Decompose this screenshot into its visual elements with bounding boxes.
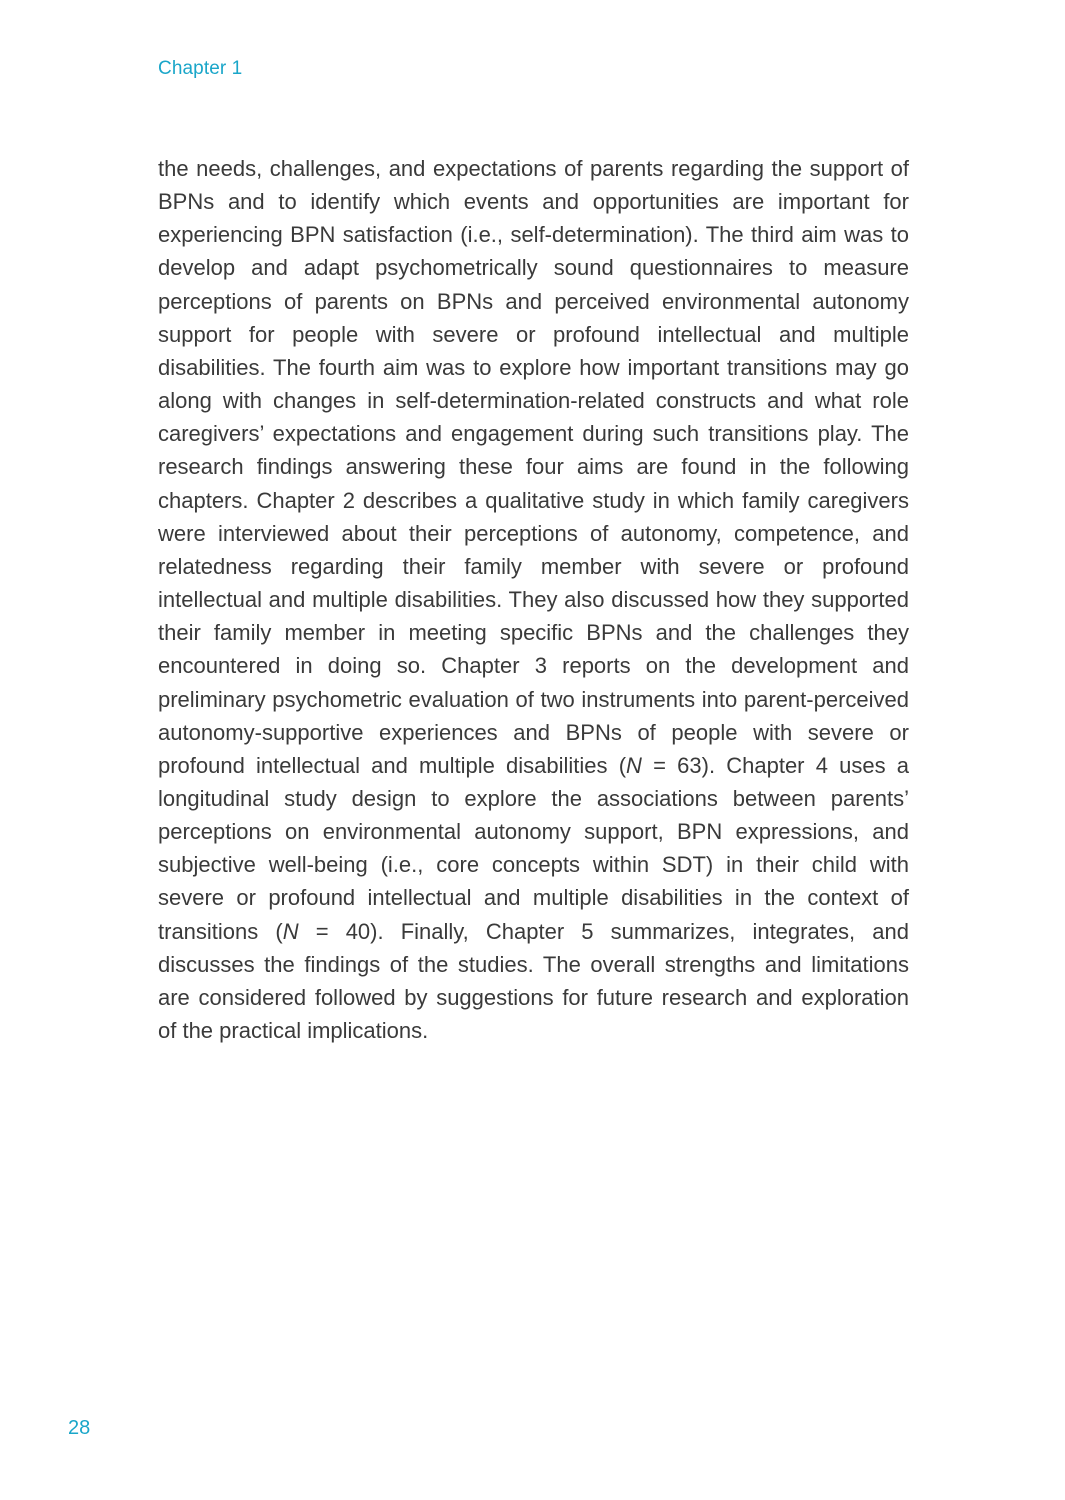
paragraph-text-part-3: = 40). Finally, Chapter 5 summarizes, integrates, and discusses the findings of the studies. The overall strengths and limitations are considered followed by suggestions for future research and exploration of the practical implications.	[158, 918, 909, 1044]
body-paragraph	[158, 152, 909, 1047]
sample-size-symbol: N	[282, 918, 299, 944]
paragraph-text-part-2: = 63). Chapter 4 uses a longitudinal study design to explore the associations between parents’ perceptions on environmental autonomy support, BPN expressions, and subjective well-being (i.e., core concepts within SDT) in their child with severe or profound intellectual and multiple disabilities in the context of transitions (	[158, 752, 909, 944]
running-head-chapter: Chapter 1	[158, 58, 243, 79]
page-number: 28	[68, 1417, 91, 1439]
paragraph-text-part-1: the needs, challenges, and expectations of parents regarding the support of BPNs and to identify which events and opportunities are important for experiencing BPN satisfaction (i.e., self-determination). The third aim was to develop and adapt psychometrically sound questionnaires to measure perceptions of parents on BPNs and perceived environmental autonomy support for people with severe or profound intellectual and multiple disabilities. The fourth aim was to explore how important transitions may go along with changes in self-determination-related constructs and what role caregivers’ expectations and engagement during such transitions play. The research findings answering these four aims are found in the following chapters. Chapter 2 describes a qualitative study in which family caregivers were interviewed about their perceptions of autonomy, competence, and relatedness regarding their family member with severe or profound intellectual and multiple disabilities. They also discussed how they supported their family member in meeting specific BPNs and the challenges they encountered in doing so. Chapter 3 reports on the development and preliminary psychometric evaluation of two instruments into parent-perceived autonomy-supportive experiences and BPNs of people with severe or profound intellectual and multiple disabilities (	[158, 156, 909, 778]
sample-size-symbol: N	[626, 752, 642, 778]
